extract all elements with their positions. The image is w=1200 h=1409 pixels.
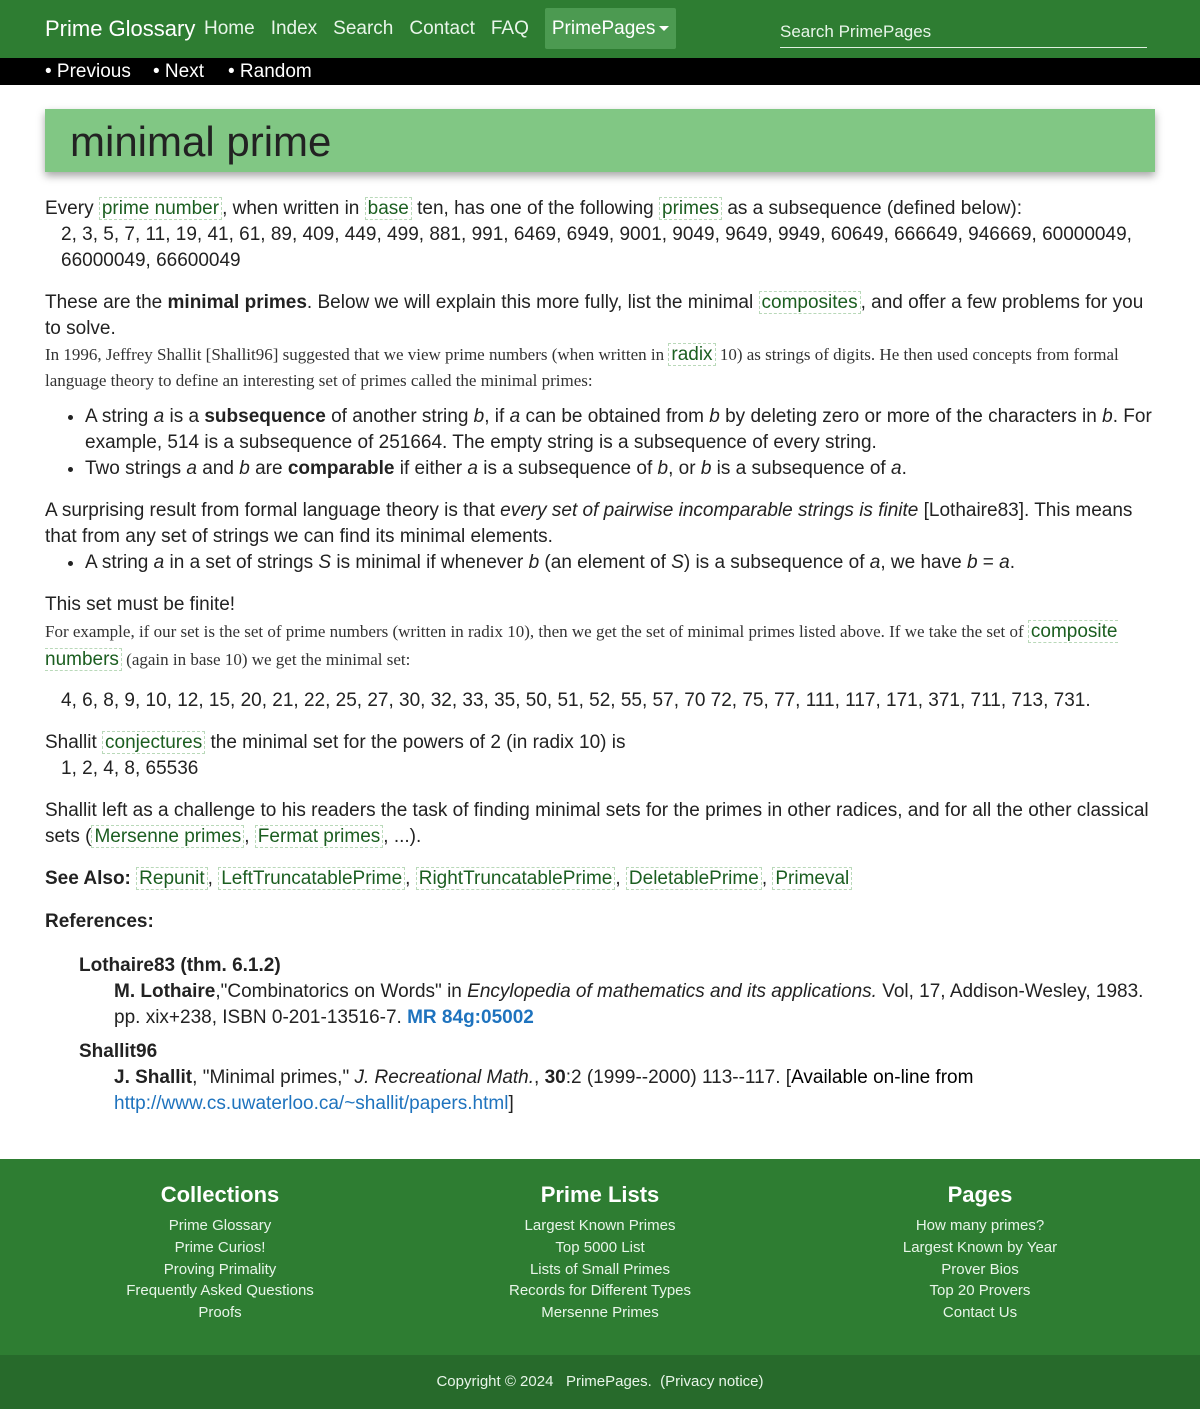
footer-heading: Pages [947,1182,1013,1207]
copyright-text: Copyright © 2024 [436,1373,554,1390]
composite-minimal-list: 4, 6, 8, 9, 10, 12, 15, 20, 21, 22, 25, 27, 30, 32, 33, 35, 50, 51, 52, 55, 57, 70 72, 75, 77, 111, 117, 171, 371, 711, 713, 731. [61,690,1091,711]
minimal-definition-list [45,550,1155,576]
previous-link[interactable]: • Previous [45,61,131,82]
footer-pages [790,1181,1170,1324]
dropdown-label: PrimePages [551,18,656,39]
footer-link[interactable]: Largest Known Primes [524,1217,676,1234]
finite-paragraph: This set must be finite! [45,594,236,615]
base-link[interactable]: base [365,197,412,220]
definitions-list [45,404,1155,482]
fermat-primes-link[interactable]: Fermat primes [255,825,383,848]
shallit-paragraph: In 1996, Jeffrey Shallit [Shallit96] suggested that we view prime numbers (when written in radix 10) as strings of digits. He then used concepts from formal language theory to define an interesting set of primes called the minimal primes: [45,344,1119,390]
nav-home[interactable]: Home [204,18,255,39]
footer-link[interactable]: How many primes? [915,1217,1045,1234]
footer-link[interactable]: Top 20 Provers [929,1282,1031,1300]
primepages-link[interactable]: PrimePages [565,1373,648,1390]
prime-number-link[interactable]: prime number [99,197,222,220]
search-box [780,18,1147,48]
see-also: See Also: Repunit , LeftTruncatablePrime , RightTruncatablePrime , DeletablePrime , Primeval [45,866,1155,892]
left-truncatable-link[interactable]: LeftTruncatablePrime [218,867,405,890]
reference-entry: M. Lothaire,"Combinatorics on Words" in Encylopedia of mathematics and its applications. Vol, 17, Addison-Wesley, 1983. pp. xix+238, ISBN 0-201-13516-7. MR 84g:05002 [114,981,1144,1028]
intro-paragraph: Every prime number , when written in base ten, has one of the following primes as a subsequence (defined below): [45,198,1023,219]
minimal-primes-list: 2, 3, 5, 7, 11, 19, 41, 61, 89, 409, 449, 499, 881, 991, 6469, 6949, 9001, 9049, 9649, 9949, 60649, 666649, 946669, 60000049, 66000049, 66600049 [61,224,1132,271]
footer-link[interactable]: Contact Us [942,1304,1018,1322]
search-input[interactable] [780,18,1147,45]
nav-search[interactable]: Search [333,18,394,39]
footer-link[interactable]: Proofs [198,1304,242,1322]
reference-key: Shallit96 [79,1041,158,1062]
footer-link[interactable]: Frequently Asked Questions [126,1282,314,1300]
composite-numbers-link[interactable]: composite numbers [45,621,1118,670]
shallit-papers-link[interactable]: http://www.cs.uwaterloo.ca/~shallit/papers.html [114,1093,509,1114]
primeval-link[interactable]: Primeval [772,867,852,890]
brand-link[interactable]: Prime Glossary [45,16,196,41]
repunit-link[interactable]: Repunit [136,867,208,890]
right-truncatable-link[interactable]: RightTruncatablePrime [416,867,616,890]
footer-link[interactable]: Largest Known by Year [902,1238,1058,1256]
nav-index[interactable]: Index [270,18,318,39]
footer-link[interactable]: Lists of Small Primes [529,1260,671,1278]
composites-link[interactable]: composites [759,291,861,314]
challenge-paragraph: Shallit left as a challenge to his readers the task of finding minimal sets for the primes in other radices, and for all the other classical sets ( Mersenne primes , Fermat primes , ...). [45,800,1149,847]
footer-collections [30,1181,410,1324]
nav-faq[interactable]: FAQ [490,18,529,39]
references-list [45,953,1155,1117]
nav-links [204,8,692,49]
footer-link[interactable]: Top 5000 List [555,1238,645,1256]
footer-link[interactable]: Prime Curios! [174,1238,266,1256]
radix-link[interactable]: radix [668,343,715,366]
mr-link[interactable]: MR 84g:05002 [407,1007,534,1028]
primes-link[interactable]: primes [659,197,722,220]
footer-link[interactable]: Mersenne Primes [541,1304,659,1322]
list-item: • A string a is a subsequence of another string b, if a can be obtained from b by deleting zero or more of the characters in b. For example, 514 is a subsequence of 251664. The empty string is a subsequence of every string. [85,404,1155,456]
footer-link[interactable]: Prover Bios [941,1260,1019,1278]
nav-contact[interactable]: Contact [409,18,475,39]
see-also-label: See Also: [45,868,131,889]
caret-down-icon [659,26,669,31]
nav-primepages-dropdown[interactable] [545,8,677,49]
next-link[interactable]: • Next [153,61,204,82]
page-title: minimal prime [70,118,332,165]
conjectures-paragraph: Shallit conjectures the minimal set for the powers of 2 (in radix 10) is [45,732,626,753]
minimal-primes-paragraph: These are the minimal primes. Below we will explain this more fully, list the minimal composites , and offer a few problems for you to solve. [45,292,1144,339]
list-item: • Two strings a and b are comparable if either a is a subsequence of b, or b is a subsequence of a. [85,456,1155,482]
footer [0,1159,1200,1355]
footer-link[interactable]: Records for Different Types [508,1282,692,1300]
footer-link[interactable]: Proving Primality [163,1260,277,1278]
reference-entry: J. Shallit, "Minimal primes," J. Recreational Math., 30:2 (1999--2000) 113--117. [Available on-line from http://www.cs.uwaterloo.ca/~shallit/papers.html] [114,1067,974,1114]
top-navbar [0,0,1200,58]
main-content [45,196,1155,1117]
privacy-link[interactable]: Privacy notice [665,1373,759,1390]
copyright-bar: Copyright © 2024 PrimePages. (Privacy notice) [0,1355,1200,1409]
footer-link[interactable]: Prime Glossary [168,1217,272,1234]
footer-prime-lists [410,1181,790,1324]
powers-list: 1, 2, 4, 8, 65536 [61,758,199,779]
reference-key: Lothaire83 (thm. 6.1.2) [79,955,281,976]
conjectures-link[interactable]: conjectures [102,731,205,754]
surprising-result-paragraph: A surprising result from formal language theory is that every set of pairwise incomparable strings is finite [Lothaire83]. This means that from any set of strings we can find its minimal elements. [45,500,1133,547]
random-link[interactable]: • Random [228,61,312,82]
list-item: • A string a in a set of strings S is minimal if whenever b (an element of S) is a subsequence of a, we have b = a. [85,550,1155,576]
sub-navbar [0,58,1200,85]
references-heading: References: [45,911,154,932]
footer-heading: Prime Lists [540,1182,660,1207]
deletable-prime-link[interactable]: DeletablePrime [626,867,762,890]
footer-heading: Collections [160,1182,280,1207]
page-title-box [45,109,1155,172]
mersenne-primes-link[interactable]: Mersenne primes [91,825,244,848]
example-paragraph: For example, if our set is the set of prime numbers (written in radix 10), then we get the set of minimal primes listed above. If we take the set of composite numbers (again in base 10) we get the minimal set: [45,621,1118,670]
